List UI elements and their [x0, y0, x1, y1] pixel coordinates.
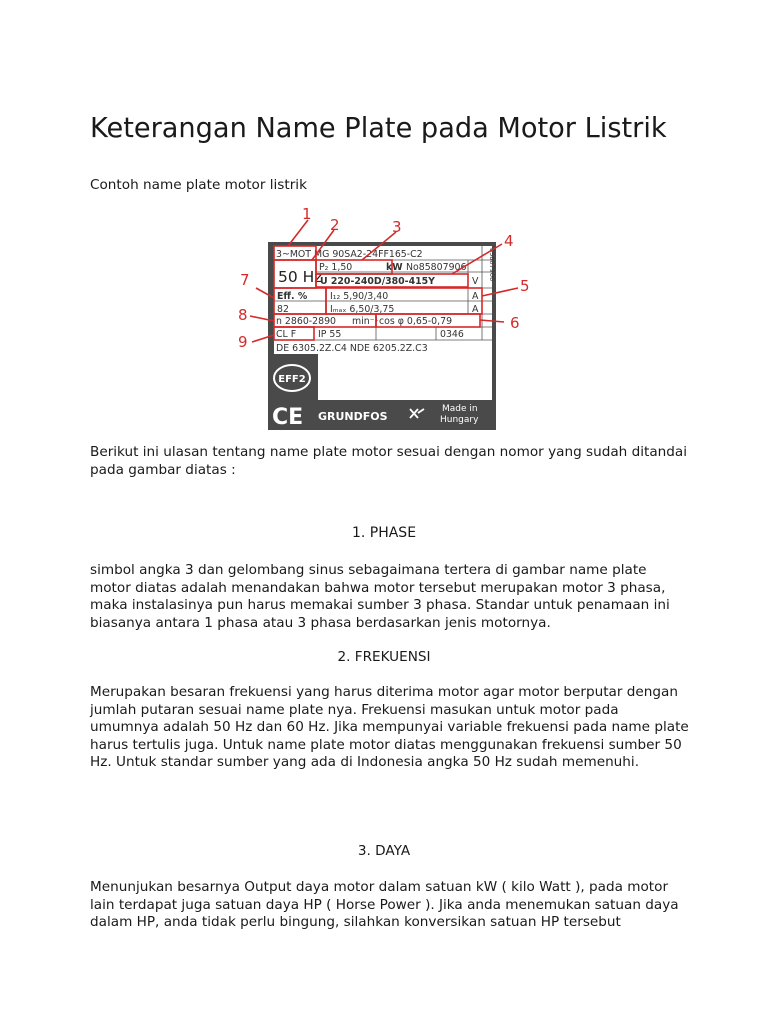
callout-1: 1: [302, 205, 312, 223]
plate-side-code: 85807906: [488, 248, 496, 282]
country-label: Hungary: [440, 415, 479, 425]
nameplate-figure: [232, 204, 534, 432]
callout-7: 7: [240, 271, 250, 289]
plate-voltage: U 220-240D/380-415Y: [320, 276, 435, 287]
plate-eff-value: 82: [277, 304, 289, 315]
plate-cos-phi: cos φ 0,65-0,79: [379, 316, 453, 327]
plate-current-rated: I₁₂ 5,90/3,40: [330, 291, 389, 302]
callout-9: 9: [238, 333, 248, 351]
plate-amp-unit-1: A: [472, 291, 479, 302]
plate-frequency: 50 Hz: [278, 268, 323, 286]
section-heading-phase: 1. PHASE: [351, 525, 417, 541]
plate-power: P₂ 1,50: [319, 262, 353, 273]
plate-code: 0346: [440, 329, 464, 340]
section-body-phase: simbol angka 3 dan gelombang sinus sebagaimana tertera di gambar name plate motor diatas adalah menandakan bahwa motor tersebut merupakan motor 3 phasa, maka instalasinya pun harus memakai sumber 3 phasa. Standar untuk penamaan ini biasanya antara 1 phasa atau 3 phasa berdasarkan jenis motornya.: [90, 562, 670, 631]
plate-bearings: DE 6305.2Z.C4 NDE 6205.2Z.C3: [276, 343, 428, 354]
callout-8: 8: [238, 306, 248, 324]
plate-amp-unit-2: A: [472, 304, 479, 315]
plate-speed-unit: min⁻¹: [352, 316, 379, 327]
made-in-label: Made in: [442, 404, 478, 414]
plate-ip-rating: IP 55: [318, 329, 342, 340]
callout-5: 5: [520, 277, 530, 295]
plate-volt-unit: V: [472, 276, 479, 287]
plate-serial: No85807906: [406, 262, 467, 273]
plate-model: 3~MOT MG 90SA2-24FF165-C2: [276, 249, 423, 260]
callout-2: 2: [330, 216, 340, 234]
section-heading-frekuensi: 2. FREKUENSI: [337, 649, 431, 665]
grundfos-brand: GRUNDFOS: [318, 410, 388, 423]
section-heading-daya: 3. DAYA: [357, 843, 411, 859]
figure-caption: Contoh name plate motor listrik: [90, 177, 307, 193]
eff2-logo-text: EFF2: [278, 374, 306, 385]
callout-6: 6: [510, 314, 520, 332]
page-title: Keterangan Name Plate pada Motor Listrik: [90, 113, 667, 144]
intro-paragraph: Berikut ini ulasan tentang name plate motor sesuai dengan nomor yang sudah ditandai pada gambar diatas :: [90, 444, 688, 478]
callout-4: 4: [504, 232, 514, 250]
plate-insulation-class: CL F: [276, 329, 297, 340]
plate-current-max: Iₘₐₓ 6,50/3,75: [330, 304, 395, 315]
callout-3: 3: [392, 218, 402, 236]
section-body-frekuensi: Merupakan besaran frekuensi yang harus diterima motor agar motor berputar dengan jumlah putaran sesuai name plate nya. Frekuensi masukan untuk motor pada umumnya adalah 50 Hz dan 60 Hz. Jika mempunyai variable frekuensi pada name plate harus tertulis juga. Untuk name plate motor diatas menggunakan frekuensi sumber 50 Hz. Untuk standar sumber yang ada di Indonesia angka 50 Hz sudah memenuhi.: [90, 684, 689, 770]
plate-kw-unit: kW: [386, 262, 403, 273]
plate-speed: n 2860-2890: [276, 316, 337, 327]
ce-mark: CE: [272, 405, 304, 430]
plate-eff-label: Eff. %: [277, 291, 308, 302]
section-body-daya: Menunjukan besarnya Output daya motor dalam satuan kW ( kilo Watt ), pada motor lain terdapat juga satuan daya HP ( Horse Power ). Jika anda menemukan satuan daya dalam HP, anda tidak perlu bingung, silahkan konversikan satuan HP tersebut: [90, 879, 679, 930]
